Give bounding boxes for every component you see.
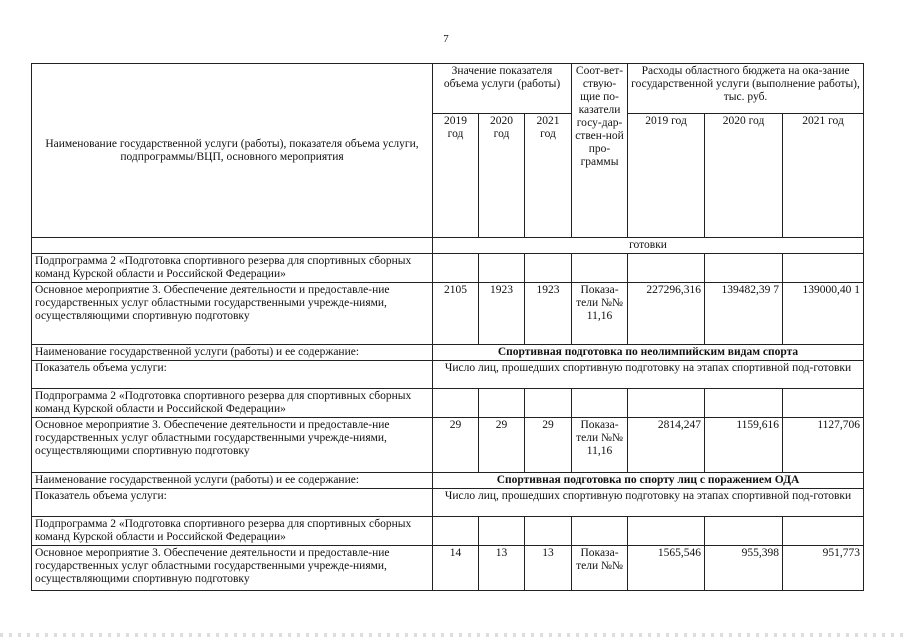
- service-name-row: [32, 473, 864, 489]
- budget-2019: 1565,546: [628, 546, 705, 591]
- budget-2020: 1159,616: [705, 418, 783, 473]
- indicator-row: [32, 489, 864, 517]
- subprogram-label: Подпрограмма 2 «Подготовка спортивного резерва для спортивных сборных команд Курской области и Российской Федерации»: [32, 517, 433, 546]
- value-2019: 14: [433, 546, 479, 591]
- service-title: Спортивная подготовка по спорту лиц с поражением ОДА: [433, 473, 864, 489]
- budget-2021: 1127,706: [783, 418, 864, 473]
- activity-row: [32, 418, 864, 473]
- header-year-vol-2020: 2020 год: [479, 114, 525, 238]
- activity-row: [32, 283, 864, 345]
- value-2021: 1923: [525, 283, 572, 345]
- indicator-label: Показатель объема услуги:: [32, 361, 433, 389]
- budget-2019: 227296,316: [628, 283, 705, 345]
- service-name-row: [32, 345, 864, 361]
- value-2021: 13: [525, 546, 572, 591]
- service-name-label: Наименование государственной услуги (работы) и ее содержание:: [32, 473, 433, 489]
- header-year-bud-2019: 2019 год: [628, 114, 705, 238]
- budget-table: [31, 63, 864, 591]
- value-2019: 2105: [433, 283, 479, 345]
- subprogram-row: [32, 254, 864, 283]
- value-2021: 29: [525, 418, 572, 473]
- indicator-row: [32, 361, 864, 389]
- header-row-1: [32, 64, 864, 114]
- service-name-label: Наименование государственной услуги (работы) и ее содержание:: [32, 345, 433, 361]
- subprogram-label: Подпрограмма 2 «Подготовка спортивного резерва для спортивных сборных команд Курской области и Российской Федерации»: [32, 389, 433, 418]
- header-year-bud-2020: 2020 год: [705, 114, 783, 238]
- state-indicators: Показа-тели №№ 11,16: [572, 283, 628, 345]
- header-year-bud-2021: 2021 год: [783, 114, 864, 238]
- budget-2019: 2814,247: [628, 418, 705, 473]
- page-number: 7: [443, 33, 449, 45]
- continuation-row: [32, 238, 864, 254]
- service-title: Спортивная подготовка по неолимпийским видам спорта: [433, 345, 864, 361]
- budget-2021: 139000,40 1: [783, 283, 864, 345]
- indicator-label: Показатель объема услуги:: [32, 489, 433, 517]
- activity-row: [32, 546, 864, 591]
- activity-label: Основное мероприятие 3. Обеспечение деятельности и предоставле-ние государственных услуг областными государственными учрежде-ниями, осуществляющими спортивную подготовку: [32, 283, 433, 345]
- header-name-cell: Наименование государственной услуги (работы), показателя объема услуги, подпрограммы/ВЦП, основного мероприятия: [32, 64, 433, 238]
- activity-label: Основное мероприятие 3. Обеспечение деятельности и предоставле-ние государственных услуг областными государственными учрежде-ниями, осуществляющими спортивную подготовку: [32, 546, 433, 591]
- continuation-empty-cell: [32, 238, 433, 254]
- value-2020: 13: [479, 546, 525, 591]
- value-2019: 29: [433, 418, 479, 473]
- header-budget-group: Расходы областного бюджета на ока-зание государственной услуги (выполнение работы), тыс. руб.: [628, 64, 864, 114]
- state-indicators: Показа-тели №№: [572, 546, 628, 591]
- scan-noise-strip: [0, 633, 905, 637]
- value-2020: 1923: [479, 283, 525, 345]
- value-2020: 29: [479, 418, 525, 473]
- subprogram-label: Подпрограмма 2 «Подготовка спортивного резерва для спортивных сборных команд Курской области и Российской Федерации»: [32, 254, 433, 283]
- header-volume-group: Значение показателя объема услуги (работы): [433, 64, 572, 114]
- subprogram-row: [32, 389, 864, 418]
- indicator-value: Число лиц, прошедших спортивную подготовку на этапах спортивной под-готовки: [433, 489, 864, 517]
- state-indicators: Показа-тели №№ 11,16: [572, 418, 628, 473]
- indicator-value: Число лиц, прошедших спортивную подготовку на этапах спортивной под-готовки: [433, 361, 864, 389]
- budget-2021: 951,773: [783, 546, 864, 591]
- budget-2020: 139482,39 7: [705, 283, 783, 345]
- activity-label: Основное мероприятие 3. Обеспечение деятельности и предоставле-ние государственных услуг областными государственными учрежде-ниями, осуществляющими спортивную подготовку: [32, 418, 433, 473]
- header-year-vol-2019: 2019 год: [433, 114, 479, 238]
- continuation-text: готовки: [433, 238, 864, 254]
- subprogram-row: [32, 517, 864, 546]
- header-state-program: Соот-вет-ствую-щие по-казатели госу-дар-ствен-ной про-граммы: [572, 64, 628, 238]
- header-year-vol-2021: 2021 год: [525, 114, 572, 238]
- budget-2020: 955,398: [705, 546, 783, 591]
